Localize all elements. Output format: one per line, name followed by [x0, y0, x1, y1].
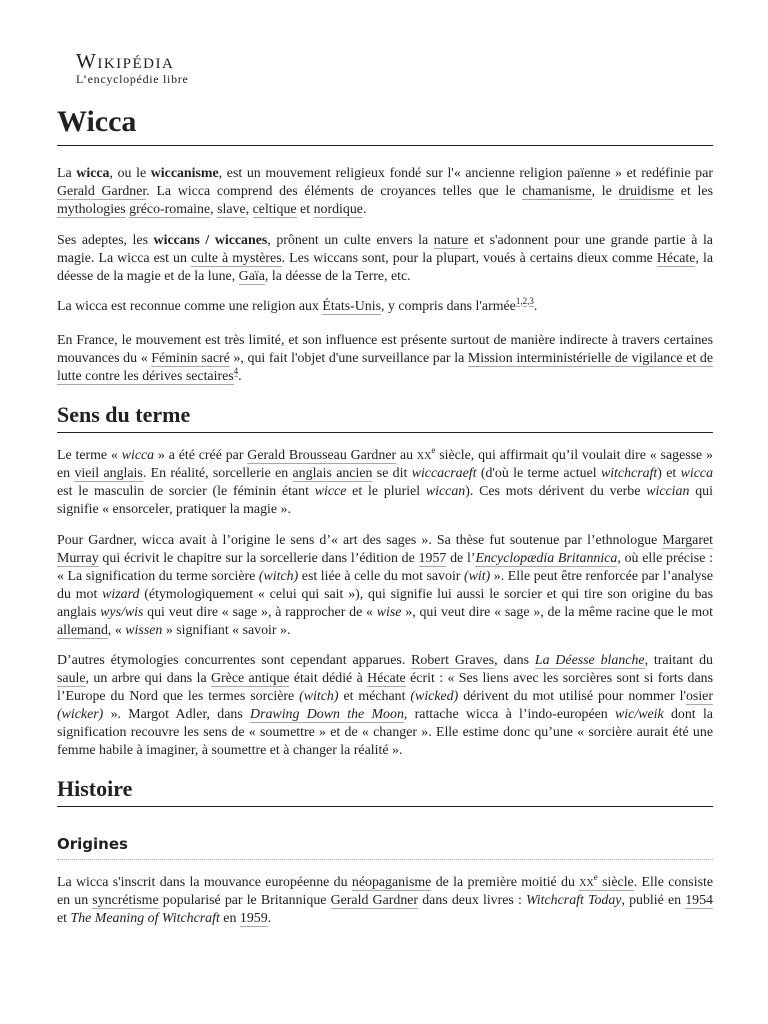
- text: au: [396, 448, 417, 463]
- text: La wicca s'inscrit dans la mouvance européenne du: [57, 875, 352, 890]
- link-la-deesse-blanche[interactable]: La Déesse blanche: [534, 653, 645, 668]
- link-saule[interactable]: saule: [57, 671, 86, 686]
- text: dont la signification recouvre les sens de « soumettre » et de « changer ». Elle estime donc qu’une « sorcière aurait été une femme habile à imaginer, à soumettre et à changer la réalité ».: [57, 707, 713, 758]
- text: dérivent du mot utilisé pour nommer l': [458, 689, 686, 704]
- text: .: [238, 369, 242, 384]
- link-culte-a-mysteres[interactable]: culte à mystères: [191, 251, 282, 266]
- text: est liée à celle du mot savoir: [298, 569, 464, 584]
- italic-term: wicca: [680, 466, 714, 481]
- text: ». Elle peut être renforcée par l’analyse du mot: [57, 569, 713, 602]
- link-drawing-down-the-moon[interactable]: Drawing Down the Moon: [250, 707, 404, 722]
- text: En France, le mouvement est très limité, et son influence est présente surtout de manière indirecte à travers certaines mouvances du «: [57, 333, 713, 366]
- link-encyclopaedia-britannica[interactable]: Encyclopædia Britannica: [475, 551, 618, 566]
- text: et le pluriel: [346, 484, 426, 499]
- intro-paragraph-2: [57, 232, 713, 286]
- text: », qui fait l'objet d'une surveillance par la: [229, 351, 468, 366]
- text: . Elle consiste en un: [57, 875, 713, 908]
- reference-4[interactable]: 4: [233, 366, 239, 376]
- text: , ou le: [109, 166, 151, 181]
- text: », qui veut dire « sage », de la même racine que le mot: [401, 605, 713, 620]
- bold-term: wiccanisme: [150, 166, 219, 181]
- text: D’autres étymologies concurrentes sont cependant apparues.: [57, 653, 412, 668]
- text: siècle: [597, 875, 634, 890]
- sens-paragraph-2: [57, 532, 713, 640]
- italic-term: wiccan: [425, 484, 466, 499]
- link-1954[interactable]: 1954: [685, 893, 713, 908]
- link-neopaganisme[interactable]: néopaganisme: [351, 875, 432, 890]
- logo-tagline: L’encyclopédie libre: [76, 72, 189, 86]
- text: est le masculin de sorcier (le féminin étant: [57, 484, 315, 499]
- link-greco-romaine[interactable]: gréco-romaine: [129, 202, 211, 217]
- text: » a été créé par: [154, 448, 248, 463]
- text: ,: [210, 202, 218, 217]
- text: se dit: [372, 466, 412, 481]
- link-anglais-ancien[interactable]: anglais ancien: [292, 466, 373, 481]
- link-gerald-brousseau-gardner[interactable]: Gerald Brousseau Gardner: [247, 448, 397, 463]
- text: . La wicca comprend des éléments de croyances telles que le: [146, 184, 523, 199]
- text: , le: [591, 184, 619, 199]
- link-gerald-gardner[interactable]: Gerald Gardner: [57, 184, 147, 199]
- heading-histoire: Histoire: [57, 775, 713, 807]
- text: , la déesse de la magie et de la lune,: [57, 251, 713, 284]
- text: siècle, qui affirmait qu’il voulait dire « sagesse » en: [57, 448, 713, 481]
- italic-term: wic/weik: [615, 707, 664, 722]
- reference-1[interactable]: 1: [515, 296, 521, 306]
- italic-term: wicca: [121, 448, 155, 463]
- text: ,: [527, 296, 530, 306]
- italic-term: The Meaning of Witchcraft: [70, 911, 220, 926]
- italic-term: (witch): [258, 569, 299, 584]
- text: . Les wiccans sont, pour la plupart, voués à certains dieux comme: [281, 251, 657, 266]
- text: , prônent un culte envers la: [267, 233, 434, 248]
- text: était dédié à: [289, 671, 368, 686]
- text: et les: [674, 184, 713, 199]
- italic-term: wys/wis: [100, 605, 144, 620]
- link-1957[interactable]: 1957: [418, 551, 447, 566]
- reference-3[interactable]: 3: [529, 296, 534, 306]
- text: dans deux livres :: [418, 893, 526, 908]
- link-etats-unis[interactable]: États-Unis: [322, 299, 382, 314]
- text: et: [57, 911, 71, 926]
- link-1959[interactable]: 1959: [239, 911, 268, 926]
- text: .: [362, 202, 367, 217]
- text: en: [219, 911, 240, 926]
- bold-term: wiccans / wiccanes: [153, 233, 268, 248]
- link-hecate-2[interactable]: Hécate: [367, 671, 406, 686]
- superscript: e: [593, 872, 598, 882]
- link-mythologies[interactable]: mythologies: [57, 202, 126, 217]
- link-robert-graves[interactable]: Robert Graves: [411, 653, 495, 668]
- link-nature[interactable]: nature: [433, 233, 469, 248]
- text: Le terme «: [57, 448, 122, 463]
- link-syncretisme[interactable]: syncrétisme: [92, 893, 159, 908]
- text: de l’: [446, 551, 476, 566]
- italic-term: wiccacraeft: [411, 466, 477, 481]
- link-osier[interactable]: osier: [685, 689, 713, 704]
- superscript: e: [431, 445, 436, 455]
- sens-paragraph-1: [57, 447, 713, 519]
- century-numeral: xx: [416, 448, 432, 463]
- italic-term: (wicker): [57, 707, 104, 722]
- italic-term: wiccian: [646, 484, 690, 499]
- text: , un arbre qui dans la: [85, 671, 212, 686]
- text: ,: [245, 202, 253, 217]
- text: popularisé par le Britannique: [158, 893, 331, 908]
- text: de la première moitié du: [431, 875, 580, 890]
- text: , où elle précise : « La signification du terme sorcière: [57, 551, 713, 584]
- link-xxe-siecle[interactable]: [579, 872, 634, 891]
- heading-sens-du-terme: Sens du terme: [57, 401, 713, 433]
- link-miviludes[interactable]: Mission interministérielle de vigilance et de lutte contre les dérives sectaires: [57, 351, 713, 384]
- text: .: [267, 911, 272, 926]
- heading-origines: Origines: [57, 834, 713, 860]
- text: Ses adeptes, les: [57, 233, 154, 248]
- text: qui veut dire « sage », à rapprocher de «: [143, 605, 377, 620]
- text: et méchant: [338, 689, 411, 704]
- link-nordique[interactable]: nordique: [313, 202, 363, 217]
- italic-term: wissen: [125, 623, 163, 638]
- text: , dans: [494, 653, 535, 668]
- italic-term: (wit): [464, 569, 491, 584]
- link-margaret-murray[interactable]: Margaret Murray: [57, 533, 713, 566]
- link-chamanisme[interactable]: chamanisme: [522, 184, 592, 199]
- intro-paragraph-1: [57, 165, 713, 219]
- text: .: [533, 299, 538, 314]
- italic-term: wicce: [314, 484, 347, 499]
- reference-2[interactable]: 2: [522, 296, 528, 306]
- link-gaia[interactable]: Gaïa: [238, 269, 265, 284]
- italic-term: wizard: [102, 587, 140, 602]
- intro-paragraph-4: [57, 332, 713, 386]
- link-gerald-gardner-2[interactable]: Gerald Gardner: [330, 893, 419, 908]
- link-slave[interactable]: slave: [217, 202, 246, 217]
- wikipedia-logo[interactable]: [76, 50, 189, 86]
- text: La wicca est reconnue comme une religion aux: [57, 299, 323, 314]
- link-grece-antique[interactable]: Grèce antique: [211, 671, 290, 686]
- logo-wordmark: Wikipédia: [76, 49, 175, 73]
- link-feminin-sacre[interactable]: Féminin sacré: [151, 351, 230, 366]
- text: , y compris dans l'armée: [381, 299, 516, 314]
- italic-term: wise: [376, 605, 402, 620]
- text: , la déesse de la Terre, etc.: [264, 269, 411, 284]
- link-hecate[interactable]: Hécate: [656, 251, 696, 266]
- text: Pour Gardner, wicca avait à l’origine le sens d’« art des sages ». Sa thèse fut soutenue par l’ethnologue: [57, 533, 663, 548]
- bold-term: wicca: [76, 166, 110, 181]
- text: ) et: [657, 466, 681, 481]
- text: » signifiant « savoir ».: [162, 623, 291, 638]
- text: qui écrivit le chapitre sur la sorcellerie dans l’édition de: [98, 551, 419, 566]
- text: , «: [107, 623, 126, 638]
- text: (d'où le terme actuel: [476, 466, 601, 481]
- origines-paragraph-1: [57, 874, 713, 928]
- text: , traitant du: [644, 653, 713, 668]
- sens-paragraph-3: [57, 652, 713, 760]
- text: ,: [520, 296, 523, 306]
- link-celtique[interactable]: celtique: [252, 202, 297, 217]
- reference-group: [516, 296, 534, 307]
- italic-term: (wicked): [410, 689, 459, 704]
- text: , est un mouvement religieux fondé sur l'« ancienne religion païenne » et redéfinie par: [218, 166, 714, 181]
- text: et s'adonnent pour une grande partie à la magie. La wicca est un: [57, 233, 713, 266]
- page-title: Wicca: [57, 103, 713, 146]
- text: (étymologiquement « celui qui sait »), qui signifie lui aussi le sorcier et qui tire son origine du bas anglais: [57, 587, 713, 620]
- text: et: [296, 202, 314, 217]
- text: La: [57, 166, 77, 181]
- intro-paragraph-3: [57, 298, 713, 316]
- italic-term: Witchcraft Today: [525, 893, 622, 908]
- text: ). Ces mots dérivent du verbe: [465, 484, 647, 499]
- text: , publié en: [621, 893, 686, 908]
- link-druidisme[interactable]: druidisme: [618, 184, 675, 199]
- text: , rattache wicca à l’indo-européen: [403, 707, 616, 722]
- italic-term: witchcraft: [600, 466, 658, 481]
- century-numeral: xx: [579, 875, 594, 890]
- link-vieil-anglais[interactable]: vieil anglais: [74, 466, 143, 481]
- text: écrit : « Ses liens avec les sorcières sont si forts dans l’Europe du Nord que les termes sorcière: [57, 671, 714, 704]
- text: . En réalité, sorcellerie en: [142, 466, 293, 481]
- text: qui signifie « ensorceler, pratiquer la magie ».: [57, 484, 713, 517]
- link-allemand[interactable]: allemand: [57, 623, 108, 638]
- text: ». Margot Adler, dans: [103, 707, 251, 722]
- italic-term: (witch): [299, 689, 339, 704]
